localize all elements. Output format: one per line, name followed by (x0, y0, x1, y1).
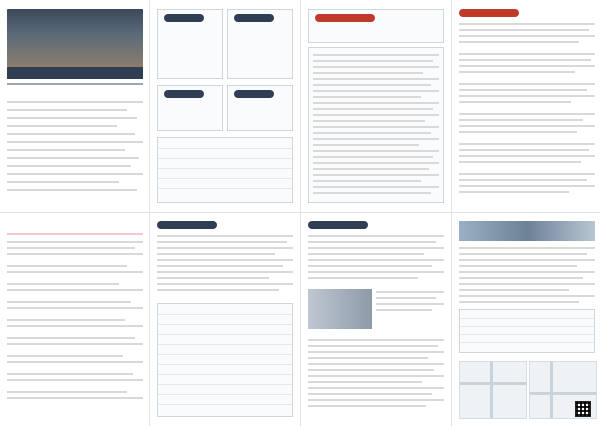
table-row (158, 178, 292, 179)
text-line (7, 149, 125, 151)
text-line (459, 259, 595, 261)
text-line (308, 357, 428, 359)
text-line (7, 247, 135, 249)
text-line (459, 185, 595, 187)
panel-schedule (151, 1, 299, 211)
text-line (459, 83, 595, 85)
text-line (7, 101, 143, 103)
text-line (459, 149, 589, 151)
text-line (313, 174, 439, 176)
calendar-box (308, 9, 444, 43)
text-line (7, 133, 135, 135)
text-line (308, 235, 444, 237)
text-line (7, 391, 127, 393)
panel-financial (151, 215, 299, 425)
text-line (459, 173, 595, 175)
text-line (308, 265, 432, 267)
table-row (158, 344, 292, 345)
text-line (7, 337, 135, 339)
text-line (157, 241, 287, 243)
text-line (7, 173, 143, 175)
text-line (376, 309, 432, 311)
text-line (459, 29, 589, 31)
text-line (308, 375, 444, 377)
text-line (459, 59, 591, 61)
text-line (459, 179, 587, 181)
text-line (459, 277, 583, 279)
box-title (234, 14, 274, 22)
text-line (7, 157, 139, 159)
text-line (308, 387, 444, 389)
text-line (313, 84, 431, 86)
table-box (459, 309, 595, 353)
box-title (164, 14, 204, 22)
text-line (459, 301, 579, 303)
text-line (459, 35, 595, 37)
text-line (313, 192, 431, 194)
table-row (460, 334, 594, 335)
table-row (158, 334, 292, 335)
cover-title-band (7, 67, 143, 79)
text-line (157, 247, 293, 249)
text-line (313, 78, 439, 80)
table-row (158, 354, 292, 355)
text-line (157, 271, 293, 273)
panel-report (302, 215, 450, 425)
table-row (158, 324, 292, 325)
text-line (157, 289, 279, 291)
text-line (308, 339, 444, 341)
table-row (158, 188, 292, 189)
table-row (158, 314, 292, 315)
text-line (459, 265, 577, 267)
text-line (313, 102, 439, 104)
text-line (313, 150, 439, 152)
text-line (157, 253, 275, 255)
text-line (7, 361, 143, 363)
text-line (7, 125, 117, 127)
text-line (459, 23, 595, 25)
text-line (459, 113, 595, 115)
text-line (459, 271, 595, 273)
text-line (459, 191, 569, 193)
panel-back (453, 215, 600, 425)
table-row (460, 326, 594, 327)
text-line (459, 283, 595, 285)
box-title (164, 90, 204, 98)
text-line (313, 108, 433, 110)
map-road (460, 382, 526, 385)
text-line (308, 253, 424, 255)
box-title (157, 221, 217, 229)
text-line (308, 241, 436, 243)
text-line (313, 180, 421, 182)
table-row (158, 158, 292, 159)
info-box (227, 85, 293, 131)
map-road (550, 362, 553, 418)
text-line (7, 343, 143, 345)
text-line (7, 141, 143, 143)
text-line (7, 165, 131, 167)
text-line (459, 143, 595, 145)
text-line (313, 90, 439, 92)
cover-photo (7, 9, 143, 67)
box-title (459, 9, 519, 17)
text-line (7, 271, 143, 273)
panel-text (453, 1, 600, 211)
text-line (308, 345, 438, 347)
text-line (459, 71, 575, 73)
text-line (157, 277, 269, 279)
text-line (376, 297, 436, 299)
text-line (308, 369, 434, 371)
text-line (308, 363, 444, 365)
table-row (158, 404, 292, 405)
table-box (157, 137, 293, 203)
text-line (7, 301, 131, 303)
text-line (313, 66, 439, 68)
text-line (157, 235, 293, 237)
text-line (308, 393, 432, 395)
text-line (459, 247, 595, 249)
text-line (459, 155, 595, 157)
text-line (308, 399, 444, 401)
header-photo (459, 221, 595, 241)
box-title (308, 221, 368, 229)
text-line (313, 168, 429, 170)
text-line (313, 54, 439, 56)
text-line (7, 109, 127, 111)
text-line (313, 126, 439, 128)
text-line (7, 117, 137, 119)
table-row (158, 374, 292, 375)
text-line (459, 41, 579, 43)
text-box (308, 47, 444, 203)
text-line (459, 125, 595, 127)
box-title (234, 90, 274, 98)
panel-cover (1, 1, 149, 211)
table-row (158, 148, 292, 149)
table-box (157, 303, 293, 417)
info-box (157, 9, 223, 79)
text-line (376, 303, 444, 305)
text-line (459, 295, 595, 297)
text-line (308, 247, 444, 249)
text-line (459, 161, 581, 163)
text-line (7, 241, 143, 243)
text-line (313, 120, 425, 122)
report-photo (308, 289, 372, 329)
text-line (308, 259, 444, 261)
panel-calendar (302, 1, 450, 211)
text-line (313, 156, 433, 158)
table-row (158, 384, 292, 385)
text-line (459, 253, 587, 255)
text-line (313, 96, 421, 98)
map-road (490, 362, 493, 418)
info-box (227, 9, 293, 79)
text-line (7, 189, 137, 191)
text-line (7, 83, 143, 85)
text-line (157, 265, 283, 267)
panel-divider (300, 0, 301, 426)
text-line (7, 265, 127, 267)
text-line (7, 355, 123, 357)
text-line (459, 119, 583, 121)
text-line (7, 397, 143, 399)
text-line (313, 186, 439, 188)
text-line (157, 283, 293, 285)
text-line (308, 405, 426, 407)
text-line (459, 95, 595, 97)
text-line (308, 381, 422, 383)
text-line (7, 325, 143, 327)
text-line (376, 291, 444, 293)
text-line (313, 114, 439, 116)
table-row (158, 364, 292, 365)
text-line (313, 72, 423, 74)
text-line (308, 271, 444, 273)
text-line (313, 60, 433, 62)
text-line (459, 289, 569, 291)
map-road (530, 392, 596, 395)
text-line (7, 181, 119, 183)
table-row (460, 318, 594, 319)
text-line (459, 89, 587, 91)
text-line (313, 162, 439, 164)
text-line (313, 138, 439, 140)
text-line (7, 289, 143, 291)
text-line (7, 283, 119, 285)
text-line (7, 307, 143, 309)
panel-divider (149, 0, 150, 426)
location-map (459, 361, 527, 419)
text-line (459, 131, 577, 133)
qr-code-icon (575, 401, 591, 417)
panel-notice (1, 215, 149, 425)
text-line (313, 132, 431, 134)
text-line (157, 259, 293, 261)
panel-divider (451, 0, 452, 426)
text-line (308, 351, 444, 353)
text-line (313, 144, 419, 146)
text-line (7, 379, 143, 381)
text-line (7, 233, 143, 235)
table-row (460, 342, 594, 343)
text-line (459, 53, 595, 55)
text-line (7, 373, 133, 375)
table-row (158, 168, 292, 169)
text-line (7, 319, 125, 321)
text-line (459, 101, 571, 103)
box-title (315, 14, 375, 22)
text-line (7, 253, 143, 255)
text-line (308, 277, 418, 279)
text-line (459, 65, 595, 67)
table-row (158, 394, 292, 395)
panel-divider (0, 212, 600, 213)
info-box (157, 85, 223, 131)
